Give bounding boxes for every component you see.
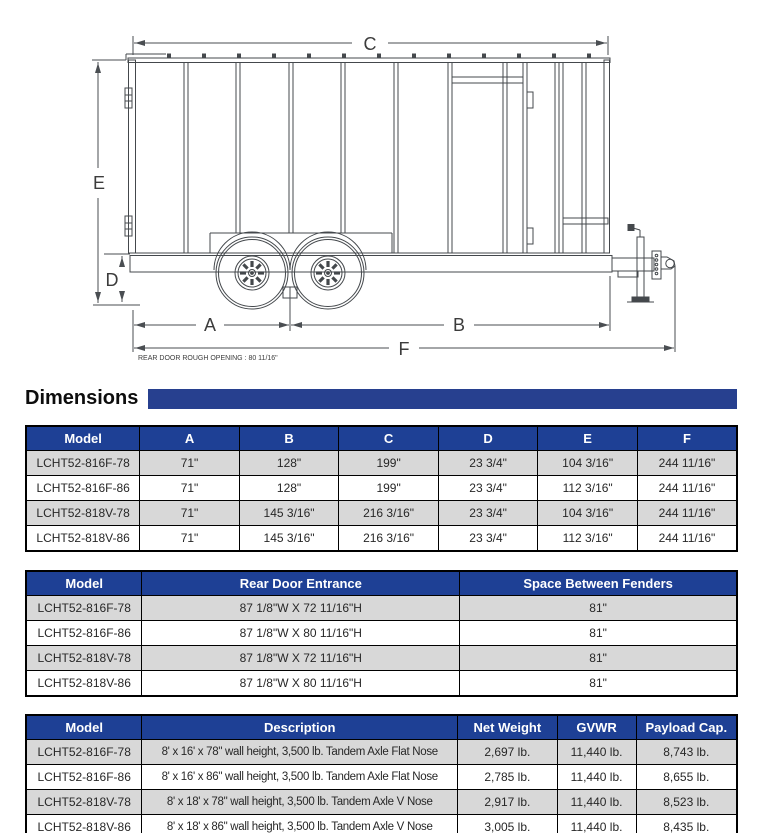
table-cell: 216 3/16" (339, 501, 439, 526)
table-cell: 8,435 lb. (636, 815, 737, 833)
table-cell: 145 3/16" (239, 501, 339, 526)
table-cell: 81" (460, 596, 737, 621)
table-cell: 244 11/16" (637, 501, 737, 526)
table-cell: 112 3/16" (538, 476, 638, 501)
table-row (26, 476, 737, 501)
trailer-diagram-container (0, 0, 761, 378)
table-cell: 87 1/8"W X 80 11/16"H (142, 671, 460, 697)
dimension-lines (92, 36, 675, 352)
column-header: Description (142, 715, 458, 740)
table-cell: 2,697 lb. (458, 740, 558, 765)
dimension-label-a: A (203, 315, 217, 335)
dimension-label-b: B (452, 315, 466, 335)
table-cell: 128" (239, 451, 339, 476)
table-cell: 8,743 lb. (636, 740, 737, 765)
column-header: F (637, 426, 737, 451)
table-cell: 8,655 lb. (636, 765, 737, 790)
dimensions-table (25, 425, 738, 552)
table-header-row (26, 715, 737, 740)
dimensions-section-header (25, 388, 737, 409)
table-row (26, 740, 737, 765)
rear-door-note: REAR DOOR ROUGH OPENING : 80 11/16" (138, 355, 278, 362)
table-cell: 23 3/4" (438, 451, 538, 476)
table-cell: 81" (460, 646, 737, 671)
wheel-front (292, 237, 364, 309)
table-cell: 23 3/4" (438, 501, 538, 526)
column-header: A (140, 426, 240, 451)
description-cell: 8' x 18' x 78" wall height, 3,500 lb. Tandem Axle V Nose (142, 790, 458, 815)
column-header: Space Between Fenders (460, 571, 737, 596)
trailer-diagram (0, 0, 761, 378)
column-header: Payload Cap. (636, 715, 737, 740)
trailer-body (125, 54, 675, 303)
table-row (26, 646, 737, 671)
section-title: Dimensions (25, 387, 139, 409)
description-cell: 8' x 16' x 86" wall height, 3,500 lb. Tandem Axle Flat Nose (142, 765, 458, 790)
table-cell: 23 3/4" (438, 526, 538, 552)
model-cell: LCHT52-816F-86 (26, 621, 142, 646)
table-cell: 11,440 lb. (557, 740, 636, 765)
table-cell: 199" (339, 476, 439, 501)
model-cell: LCHT52-816F-78 (26, 451, 140, 476)
dimension-label-f: F (398, 339, 410, 359)
table-row (26, 621, 737, 646)
section-title-bar (148, 389, 737, 409)
table-cell: 244 11/16" (637, 451, 737, 476)
table-row (26, 790, 737, 815)
dimension-label-d: D (105, 270, 119, 290)
model-cell: LCHT52-818V-78 (26, 790, 142, 815)
table-cell: 216 3/16" (339, 526, 439, 552)
table-row (26, 526, 737, 552)
model-cell: LCHT52-818V-78 (26, 646, 142, 671)
table-cell: 11,440 lb. (557, 765, 636, 790)
table-cell: 23 3/4" (438, 476, 538, 501)
column-header: E (538, 426, 638, 451)
table-cell: 199" (339, 451, 439, 476)
table-cell: 81" (460, 621, 737, 646)
table-cell: 8,523 lb. (636, 790, 737, 815)
model-cell: LCHT52-816F-78 (26, 740, 142, 765)
table-cell: 244 11/16" (637, 526, 737, 552)
specs-table (25, 714, 738, 833)
column-header: C (339, 426, 439, 451)
description-cell: 8' x 16' x 78" wall height, 3,500 lb. Tandem Axle Flat Nose (142, 740, 458, 765)
table-row (26, 765, 737, 790)
table-cell: 112 3/16" (538, 526, 638, 552)
dimension-label-e: E (92, 173, 106, 193)
table-cell: 145 3/16" (239, 526, 339, 552)
table-row (26, 596, 737, 621)
table-cell: 87 1/8"W X 72 11/16"H (142, 596, 460, 621)
column-header: Model (26, 426, 140, 451)
dimension-label-c: C (363, 34, 377, 54)
table-cell: 71" (140, 476, 240, 501)
table-cell: 104 3/16" (538, 451, 638, 476)
table-cell: 87 1/8"W X 80 11/16"H (142, 621, 460, 646)
model-cell: LCHT52-816F-86 (26, 476, 140, 501)
description-cell: 8' x 18' x 86" wall height, 3,500 lb. Tandem Axle V Nose (142, 815, 458, 833)
table-cell: 11,440 lb. (557, 790, 636, 815)
table-cell: 11,440 lb. (557, 815, 636, 833)
column-header: Model (26, 715, 142, 740)
column-header: D (438, 426, 538, 451)
model-cell: LCHT52-818V-86 (26, 815, 142, 833)
table-cell: 2,785 lb. (458, 765, 558, 790)
column-header: Rear Door Entrance (142, 571, 460, 596)
column-header: GVWR (557, 715, 636, 740)
model-cell: LCHT52-816F-86 (26, 765, 142, 790)
table-cell: 2,917 lb. (458, 790, 558, 815)
wheel-rear (216, 237, 288, 309)
model-cell: LCHT52-816F-78 (26, 596, 142, 621)
table-row (26, 451, 737, 476)
table-header-row (26, 571, 737, 596)
column-header: Net Weight (458, 715, 558, 740)
column-header: B (239, 426, 339, 451)
model-cell: LCHT52-818V-86 (26, 526, 140, 552)
table-cell: 104 3/16" (538, 501, 638, 526)
table-cell: 71" (140, 526, 240, 552)
table-cell: 71" (140, 451, 240, 476)
column-header: Model (26, 571, 142, 596)
table-cell: 128" (239, 476, 339, 501)
door-table (25, 570, 738, 697)
table-row (26, 501, 737, 526)
table-row (26, 671, 737, 697)
table-cell: 87 1/8"W X 72 11/16"H (142, 646, 460, 671)
table-cell: 244 11/16" (637, 476, 737, 501)
table-cell: 71" (140, 501, 240, 526)
model-cell: LCHT52-818V-86 (26, 671, 142, 697)
table-cell: 81" (460, 671, 737, 697)
table-cell: 3,005 lb. (458, 815, 558, 833)
model-cell: LCHT52-818V-78 (26, 501, 140, 526)
table-row (26, 815, 737, 833)
table-header-row (26, 426, 737, 451)
